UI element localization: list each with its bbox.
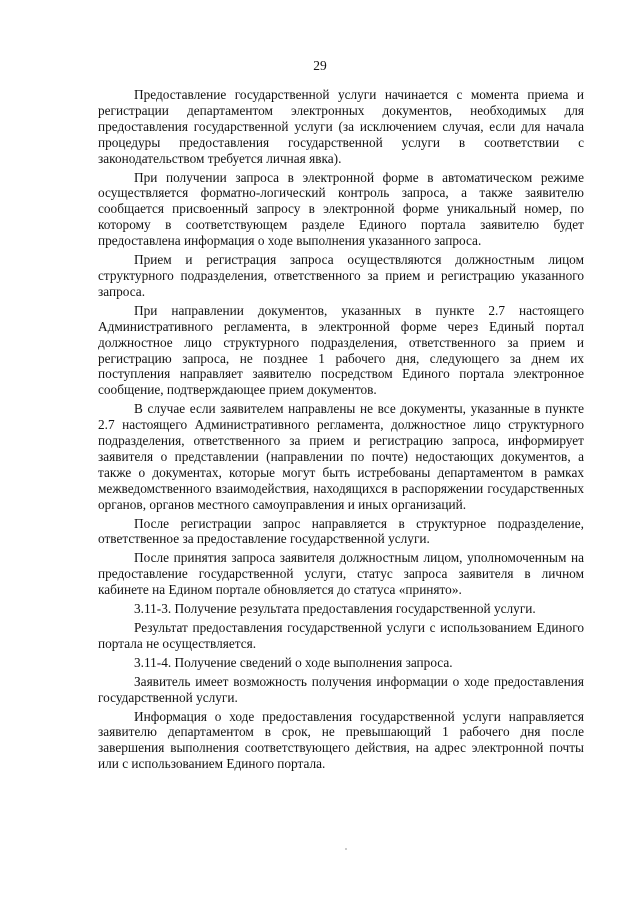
document-body [98,87,584,772]
paragraph: Предоставление государственной услуги начинается с момента приема и регистрации департаментом электронных документов, необходимых для предоставления государственной услуги (за исключением случая, если для начала процедуры предоставления государственной услуги в соответствии с законодательством требуется личная явка). [98,87,584,166]
section-heading: 3.11-4. Получение сведений о ходе выполнения запроса. [134,654,453,670]
section-heading: 3.11-3. Получение результата предоставления государственной услуги. [134,601,536,617]
scan-speck [345,848,347,850]
paragraph: Информация о ходе предоставления государственной услуги направляется заявителю департаментом в срок, не превышающий 1 рабочего дня после завершения выполнения соответствующего действия, на адрес электронной почты или с использованием Единого портала. [98,708,584,772]
paragraph: При направлении документов, указанных в пункте 2.7 настоящего Административного регламента, в электронной форме через Единый портал должностное лицо структурного подразделения, ответственного за прием и регистрацию запроса, не позднее 1 рабочего дня, следующего за днем их поступления направляет заявителю посредством Единого портала электронное сообщение, подтверждающее прием документов. [98,302,584,398]
paragraph: При получении запроса в электронной форме в автоматическом режиме осуществляется форматно-логический контроль запроса, а также заявителю сообщается присвоенный запросу в электронной форме уникальный номер, по которому в соответствующем разделе Единого портала заявителю будет предоставлена информация о ходе выполнения указанного запроса. [98,169,584,249]
paragraph: Заявитель имеет возможность получения информации о ходе предоставления государственной услуги. [98,673,584,705]
page-number: 29 [313,58,327,73]
paragraph: Прием и регистрация запроса осуществляются должностным лицом структурного подразделения, ответственного за прием и регистрацию указанного запроса. [98,252,584,299]
paragraph: Результат предоставления государственной услуги с использованием Единого портала не осуществляется. [98,620,584,651]
paragraph: После принятия запроса заявителя должностным лицом, уполномоченным на предоставление государственной услуги, статус запроса заявителя в личном кабинете на Едином портале обновляется до статуса «принято». [98,550,584,598]
paragraph: После регистрации запрос направляется в структурное подразделение, ответственное за предоставление государственной услуги. [98,515,584,547]
paragraph: В случае если заявителем направлены не все документы, указанные в пункте 2.7 настоящего Административного регламента, должностное лицо структурного подразделения, ответственного за прием и регистрацию запроса, информирует заявителя о представлении (направлении по почте) недостающих документов, а также о документах, которые могут быть истребованы департаментом в рамках межведомственного взаимодействия, находящихся в распоряжении государственных органов, органов местного самоуправления и иных организаций. [98,401,584,512]
